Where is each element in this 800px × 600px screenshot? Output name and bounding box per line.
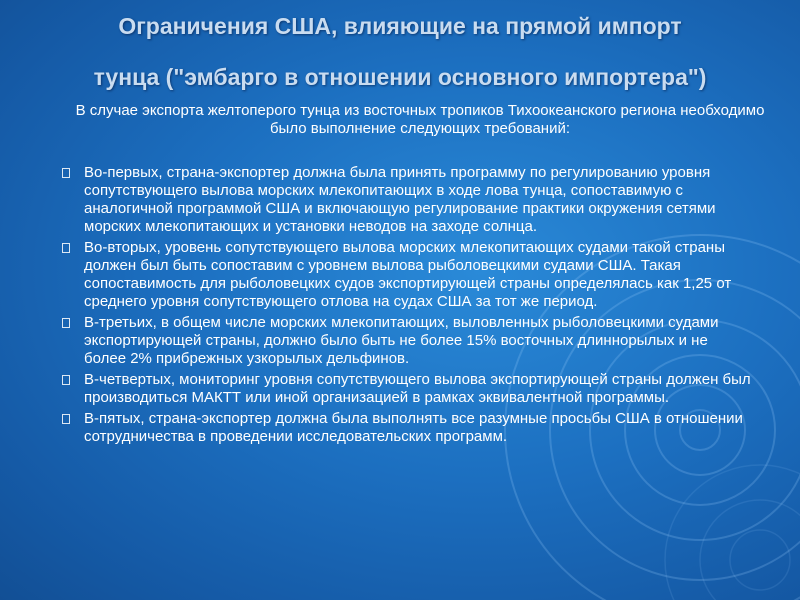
list-item	[0, 410, 754, 446]
list-item-text: В-пятых, страна-экспортер должна была выполнять все разумные просьбы США в отношении сотрудничества в проведении исследовательских программ.	[84, 410, 743, 445]
list-item	[0, 314, 754, 368]
bullet-icon	[62, 318, 70, 328]
bullet-icon	[62, 375, 70, 385]
list-item-text: Во-первых, страна-экспортер должна была принять программу по регулированию уровня сопутствующего вылова морских млекопитающих в ходе лова тунца, сопоставимую с аналогичной программой США и включающую регулирование практики окружения сетями морских млекопитающих и установки неводов на заходе солнца.	[84, 164, 716, 235]
slide-title-line-2: тунца ("эмбарго в отношении основного импортера")	[93, 64, 707, 90]
bullet-icon	[62, 243, 70, 253]
list-item	[0, 164, 754, 236]
list-item-text: В-третьих, в общем числе морских млекопитающих, выловленных рыболовецкими судами экспортирующей страны, должно было быть не более 15% восточных длиннорылых и не более 2% прибрежных узкорылых дельфинов.	[84, 314, 719, 367]
list-item	[0, 239, 754, 311]
list-item-text: Во-вторых, уровень сопутствующего вылова морских млекопитающих судами такой страны должен был быть сопоставим с уровнем вылова рыболовецкими судами США. Такая сопоставимость для рыболовецких судов экспортирующей страны определялась как 1,25 от среднего уровня сопутствующего отлова на судах США за тот же период.	[84, 239, 732, 310]
requirements-list	[0, 164, 800, 449]
bullet-icon	[62, 414, 70, 424]
bullet-icon	[62, 168, 70, 178]
list-item-text: В-четвертых, мониторинг уровня сопутствующего вылова экспортирующей страны должен был производиться МАКТТ или иной организацией в рамках эквивалентной программы.	[84, 371, 751, 406]
intro-paragraph: В случае экспорта желтоперого тунца из восточных тропиков Тихоокеанского региона необходимо было выполнение следующих требований:	[75, 102, 765, 137]
slide-title-line-1: Ограничения США, влияющие на прямой импорт	[118, 13, 682, 39]
list-item	[0, 371, 754, 407]
